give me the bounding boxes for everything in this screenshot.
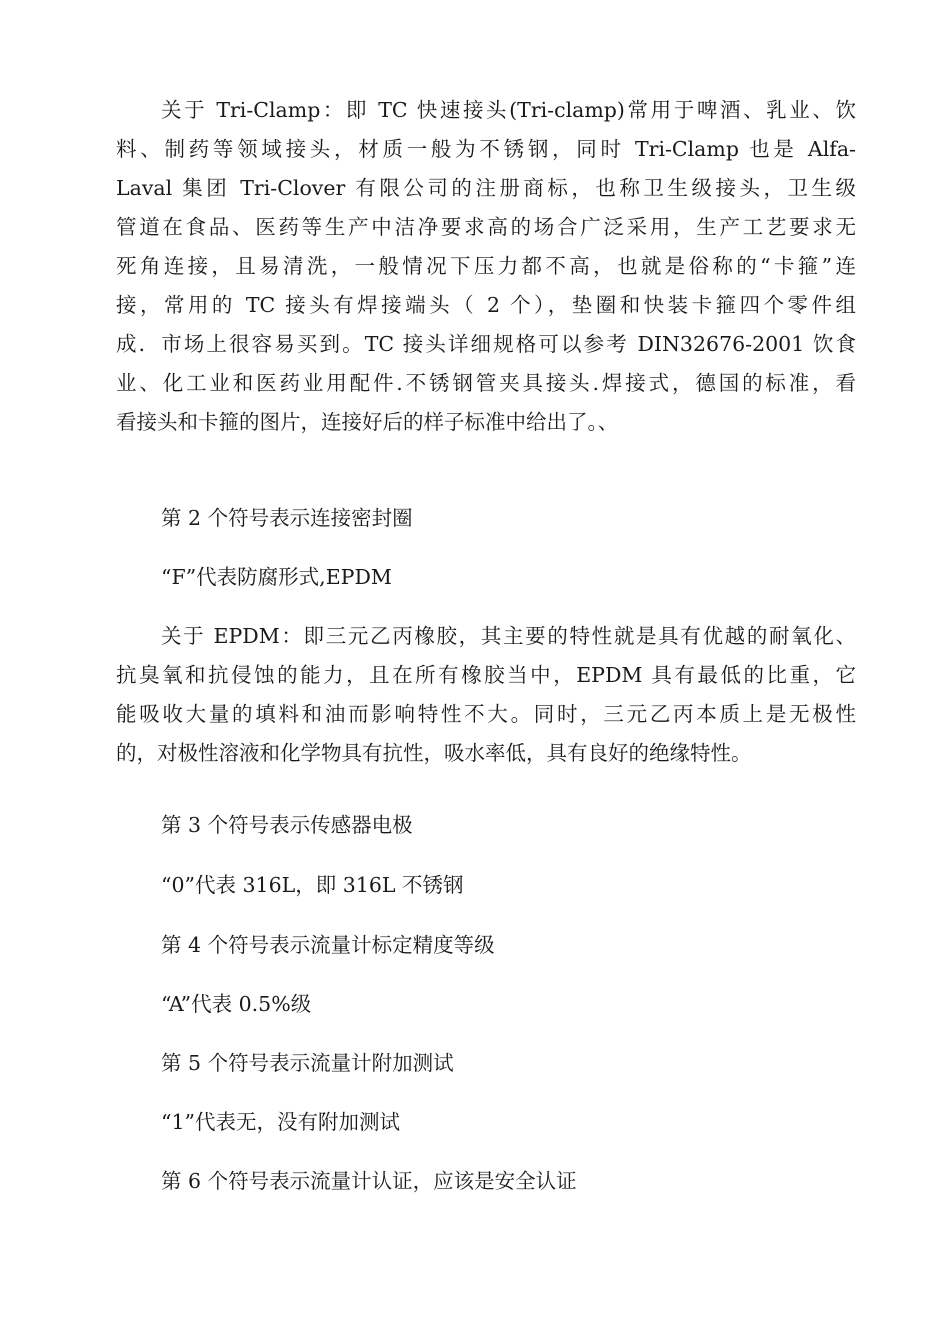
paragraph-tri-clamp bbox=[116, 91, 856, 442]
paragraph-epdm bbox=[116, 617, 856, 773]
paragraph-line: 料、制药等领域接头，材质一般为不锈钢，同时 Tri-Clamp 也是 Alfa- bbox=[116, 137, 856, 161]
paragraph-line: Laval 集团 Tri-Clover 有限公司的注册商标，也称卫生级接头，卫生级 bbox=[116, 176, 856, 200]
paragraph-line: 能吸收大量的填料和油而影响特性不大。同时，三元乙丙本质上是无极性 bbox=[116, 702, 856, 726]
paragraph-line: 看接头和卡箍的图片，连接好后的样子标准中给出了。、 bbox=[116, 410, 619, 434]
paragraph-line: 抗臭氧和抗侵蚀的能力，且在所有橡胶当中，EPDM 具有最低的比重，它 bbox=[116, 663, 856, 687]
paragraph-line: 成．市场上很容易买到。TC 接头详细规格可以参考 DIN32676-2001 饮食 bbox=[116, 332, 856, 356]
paragraph-line: 接，常用的 TC 接头有焊接端头（ 2 个），垫圈和快装卡箍四个零件组 bbox=[116, 293, 856, 317]
paragraph-line: 关于 Tri-Clamp：即 TC 快速接头(Tri-clamp)常用于啤酒、乳业、饮 bbox=[161, 98, 856, 122]
symbol-4-title: 第 4 个符号表示流量计标定精度等级 bbox=[161, 933, 495, 957]
paragraph-line: 死角连接，且易清洗，一般情况下压力都不高，也就是俗称的“卡箍”连 bbox=[116, 254, 856, 278]
paragraph-line: 关于 EPDM：即三元乙丙橡胶，其主要的特性就是具有优越的耐氧化、 bbox=[161, 624, 856, 648]
symbol-6-title: 第 6 个符号表示流量计认证，应该是安全认证 bbox=[161, 1169, 577, 1193]
paragraph-line: 管道在食品、医药等生产中洁净要求高的场合广泛采用，生产工艺要求无 bbox=[116, 215, 856, 239]
symbol-2-value: “F”代表防腐形式,EPDM bbox=[161, 565, 392, 589]
symbol-3-value: “0”代表 316L，即 316L 不锈钢 bbox=[161, 873, 464, 897]
symbol-3-title: 第 3 个符号表示传感器电极 bbox=[161, 813, 413, 837]
symbol-4-value: “A”代表 0.5%级 bbox=[161, 992, 312, 1016]
paragraph-line: 业、化工业和医药业用配件.不锈钢管夹具接头.焊接式，德国的标准，看 bbox=[116, 371, 856, 395]
symbol-5-title: 第 5 个符号表示流量计附加测试 bbox=[161, 1051, 454, 1075]
symbol-5-value: “1”代表无，没有附加测试 bbox=[161, 1110, 401, 1134]
symbol-2-title: 第 2 个符号表示连接密封圈 bbox=[161, 506, 413, 530]
paragraph-line: 的，对极性溶液和化学物具有抗性，吸水率低，具有良好的绝缘特性。 bbox=[116, 741, 752, 765]
